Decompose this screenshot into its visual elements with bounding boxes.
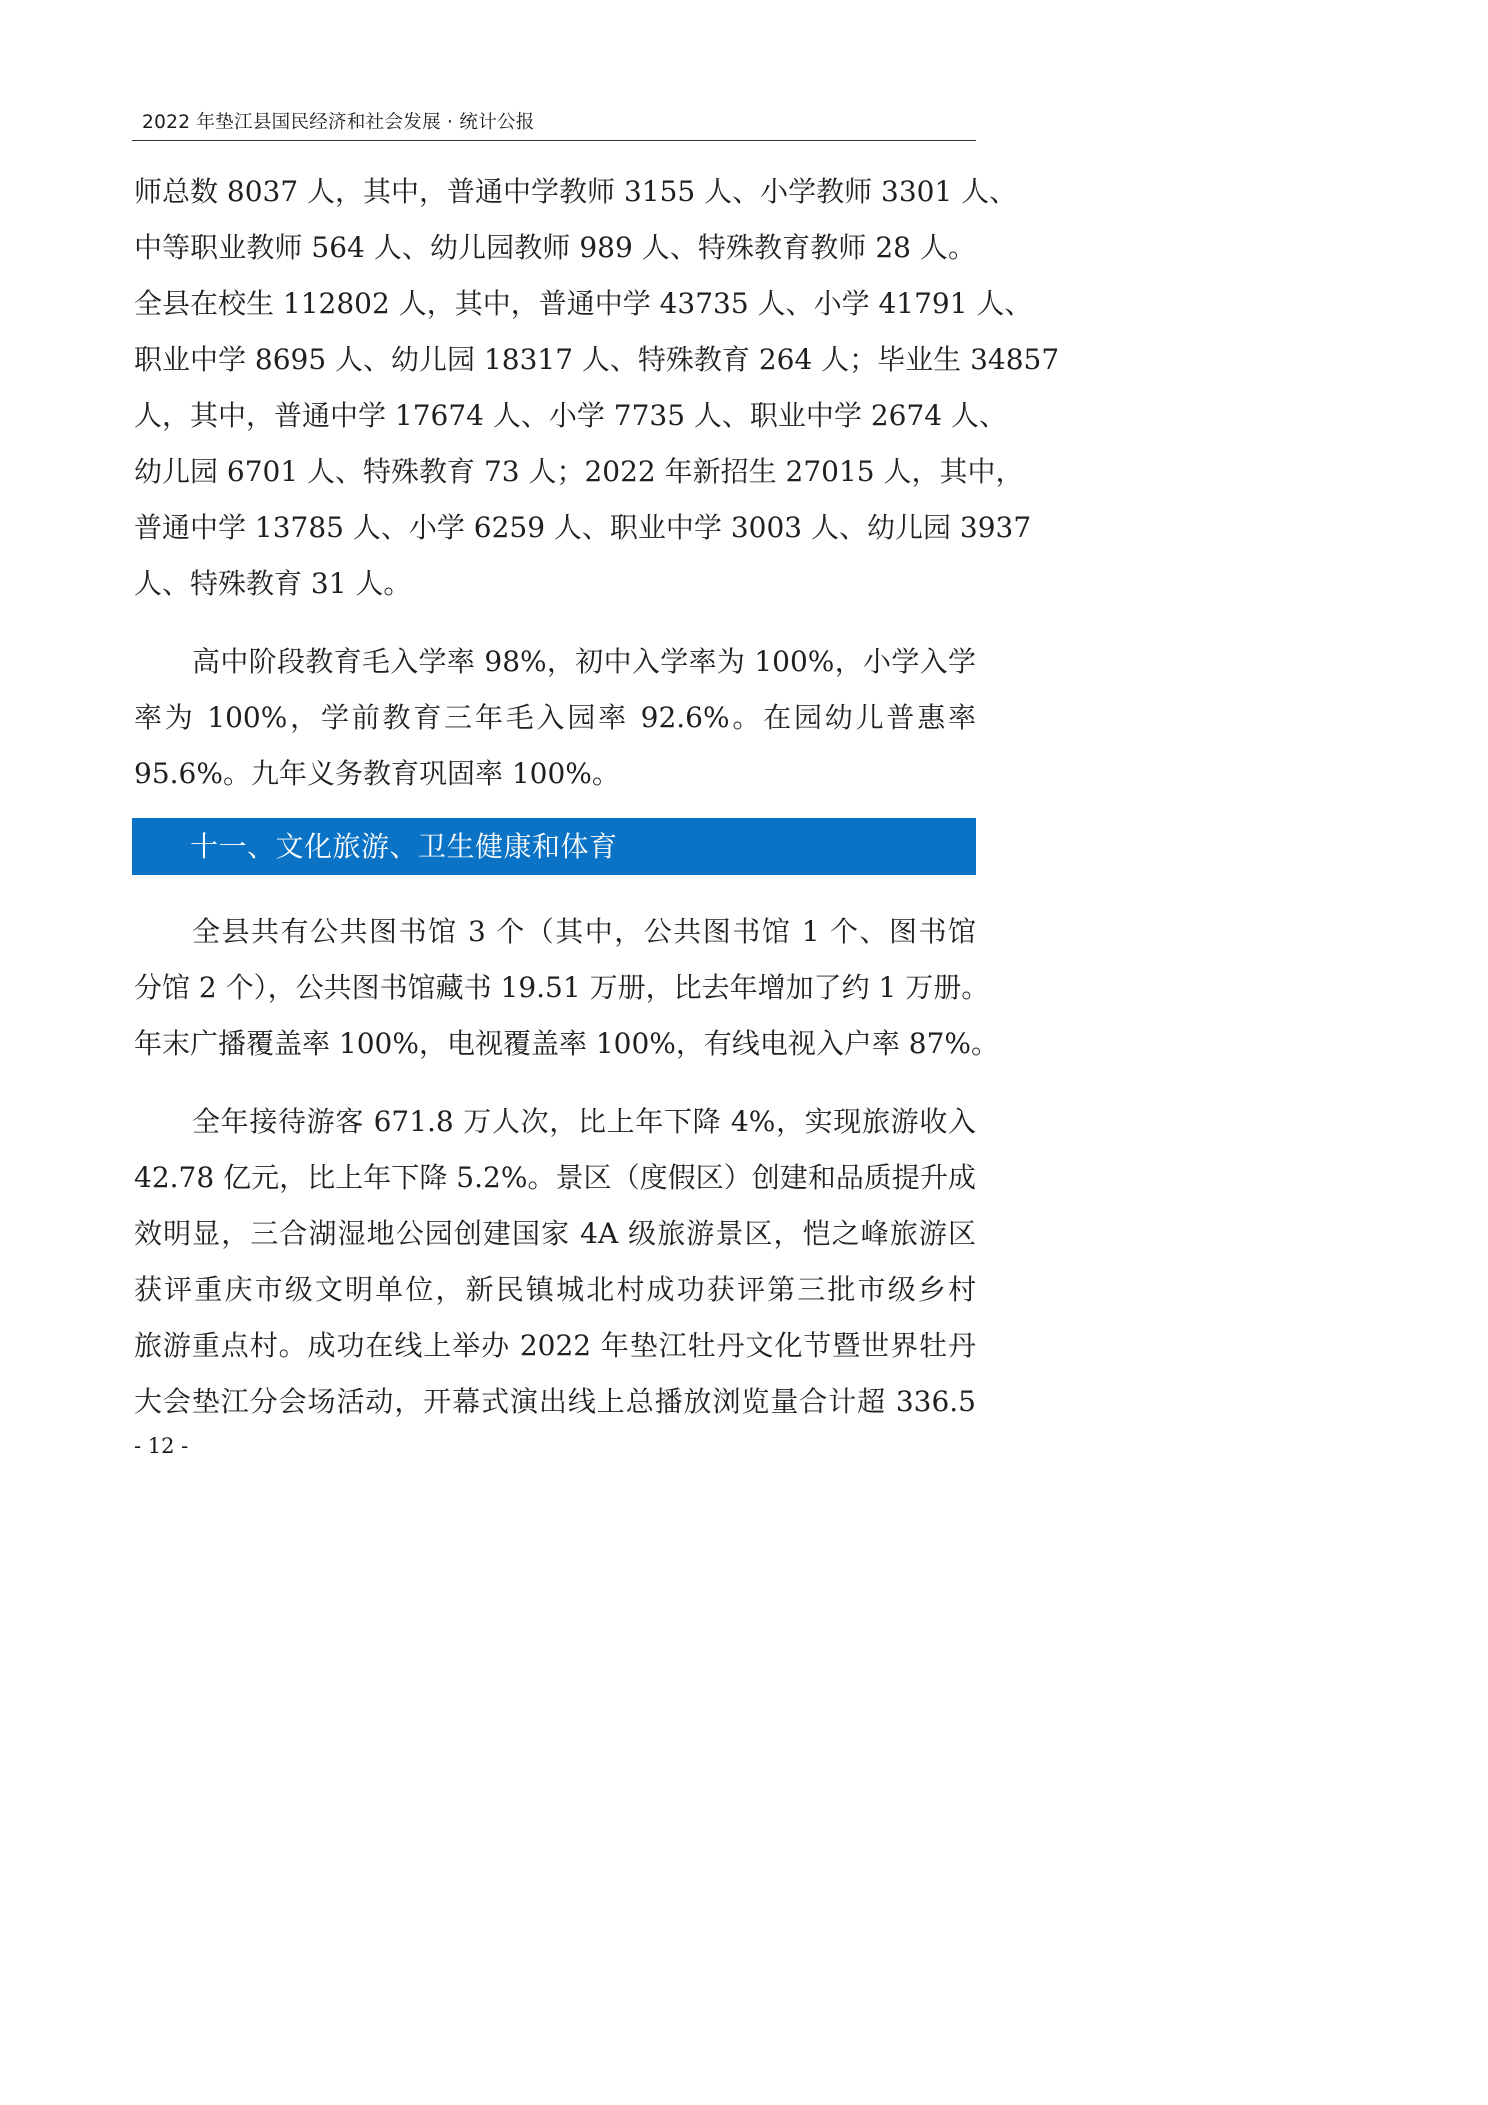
paragraph-line: 人、特殊教育 31 人。 bbox=[134, 567, 412, 600]
page-header bbox=[132, 104, 976, 141]
paragraph-line: 师总数 8037 人，其中，普通中学教师 3155 人、小学教师 3301 人、 bbox=[134, 175, 1018, 208]
paragraph-line: 幼儿园 6701 人、特殊教育 73 人；2022 年新招生 27015 人，其中， bbox=[134, 455, 1024, 488]
paragraph-line: 年末广播覆盖率 100%，电视覆盖率 100%，有线电视入户率 87%。 bbox=[134, 1027, 1000, 1060]
section-title: 十一、文化旅游、卫生健康和体育 bbox=[190, 830, 618, 863]
header-title: 2022 年垫江县国民经济和社会发展 · 统计公报 bbox=[142, 112, 535, 133]
paragraph-line: 职业中学 8695 人、幼儿园 18317 人、特殊教育 264 人；毕业生 34857 bbox=[134, 343, 1060, 376]
paragraph-line: 大会垫江分会场活动，开幕式演出线上总播放浏览量合计超 336.5 bbox=[134, 1385, 976, 1418]
page-number: - 12 - bbox=[134, 1434, 189, 1458]
paragraph-line: 中等职业教师 564 人、幼儿园教师 989 人、特殊教育教师 28 人。 bbox=[134, 231, 976, 264]
paragraph-line: 全年接待游客 671.8 万人次，比上年下降 4%，实现旅游收入 bbox=[192, 1105, 976, 1138]
paragraph-line: 全县在校生 112802 人，其中，普通中学 43735 人、小学 41791 人、 bbox=[134, 287, 1033, 320]
paragraph-line: 率为 100%，学前教育三年毛入园率 92.6%。在园幼儿普惠率 bbox=[134, 701, 976, 734]
paragraph-line: 人，其中，普通中学 17674 人、小学 7735 人、职业中学 2674 人、 bbox=[134, 399, 1007, 432]
paragraph-line: 42.78 亿元，比上年下降 5.2%。景区（度假区）创建和品质提升成 bbox=[134, 1161, 976, 1194]
paragraph-line: 全县共有公共图书馆 3 个（其中，公共图书馆 1 个、图书馆 bbox=[192, 915, 976, 948]
paragraph-line: 高中阶段教育毛入学率 98%，初中入学率为 100%，小学入学 bbox=[192, 645, 976, 678]
paragraph-line: 旅游重点村。成功在线上举办 2022 年垫江牡丹文化节暨世界牡丹 bbox=[134, 1329, 976, 1362]
paragraph-line: 分馆 2 个），公共图书馆藏书 19.51 万册，比去年增加了约 1 万册。 bbox=[134, 971, 990, 1004]
paragraph-line: 获评重庆市级文明单位，新民镇城北村成功获评第三批市级乡村 bbox=[134, 1273, 976, 1306]
paragraph-line: 效明显，三合湖湿地公园创建国家 4A 级旅游景区，恺之峰旅游区 bbox=[134, 1217, 976, 1250]
paragraph-line: 95.6%。九年义务教育巩固率 100%。 bbox=[134, 757, 620, 790]
paragraph-line: 普通中学 13785 人、小学 6259 人、职业中学 3003 人、幼儿园 3937 bbox=[134, 511, 1032, 544]
section-heading-bar bbox=[132, 818, 976, 875]
